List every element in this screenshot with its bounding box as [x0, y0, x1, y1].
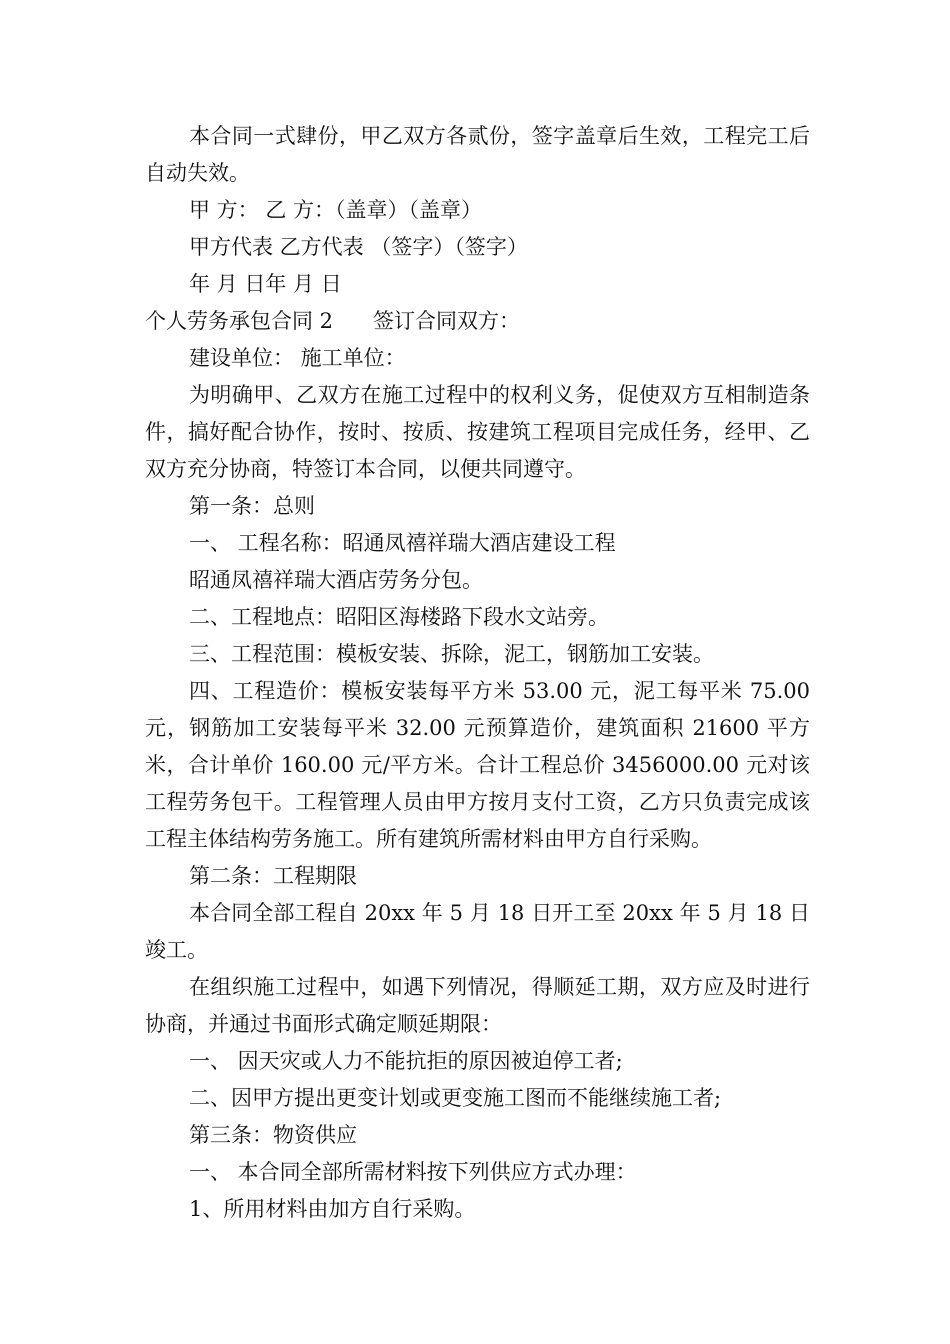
project-subcontract: 昭通凤禧祥瑞大酒店劳务分包。: [189, 568, 483, 592]
paragraph-purpose: 为明确甲、乙双方在施工过程中的权利义务，促使双方互相制造条件，搞好配合协作，按时、按质、按建筑工程项目完成任务，经甲、乙双方充分协商，特签订本合同，以便共同遵守。: [145, 383, 810, 481]
project-cost: 四、工程造价：模板安装每平方米 53.00 元，泥工每平米 75.00 元，钢筋加工安装每平米 32.00 元预算造价，建筑面积 21600 平方米，合计单价 160.00 元/平方米。合计工程总价 3456000.00 元对该工程劳务包干。工程管理人员由甲方按月支付工资，乙方只负责完成该工程主体结构劳务施工。所有建筑所需材料由甲方自行采购。: [145, 679, 810, 851]
supply-item-1: 1、所用材料由加方自行采购。: [189, 1197, 476, 1221]
extension-conditions: 在组织施工过程中，如遇下列情况，得顺延工期，双方应及时进行协商，并通过书面形式确定顺延期限：: [145, 975, 810, 1036]
paragraph-representatives: 甲方代表 乙方代表 （签字）（签字）: [189, 235, 528, 259]
article-1-heading: 第一条：总则: [189, 494, 315, 518]
paragraph-dates: 年 月 日年 月 日: [189, 272, 342, 296]
project-name: 一、 工程名称：昭通凤禧祥瑞大酒店建设工程: [189, 531, 616, 555]
paragraph-units: 建设单位： 施工单位：: [189, 346, 406, 370]
contract-title: 个人劳务承包合同 2: [145, 309, 334, 333]
contract-heading-line: [145, 303, 810, 340]
paragraph-party-stamps: 甲 方： 乙 方：（盖章）（盖章）: [189, 198, 483, 222]
article-2-heading: 第二条：工程期限: [189, 864, 357, 888]
project-scope: 三、工程范围：模板安装、拆除，泥工，钢筋加工安装。: [189, 642, 714, 666]
project-location: 二、工程地点：昭阳区海楼路下段水文站旁。: [189, 605, 609, 629]
project-period: 本合同全部工程自 20xx 年 5 月 18 日开工至 20xx 年 5 月 18 日竣工。: [145, 901, 810, 962]
extension-item-1: 一、 因天灾或人力不能抗拒的原因被迫停工者;: [189, 1049, 623, 1073]
supply-method: 一、 本合同全部所需材料按下列供应方式办理：: [189, 1160, 637, 1184]
extension-item-2: 二、因甲方提出更变计划或更变施工图而不能继续施工者;: [189, 1086, 722, 1110]
document-body: [145, 118, 810, 1228]
contract-parties-label: 签订合同双方：: [373, 309, 521, 333]
paragraph-validity: 本合同一式肆份，甲乙双方各贰份，签字盖章后生效，工程完工后自动失效。: [145, 124, 810, 185]
article-3-heading: 第三条：物资供应: [189, 1123, 357, 1147]
